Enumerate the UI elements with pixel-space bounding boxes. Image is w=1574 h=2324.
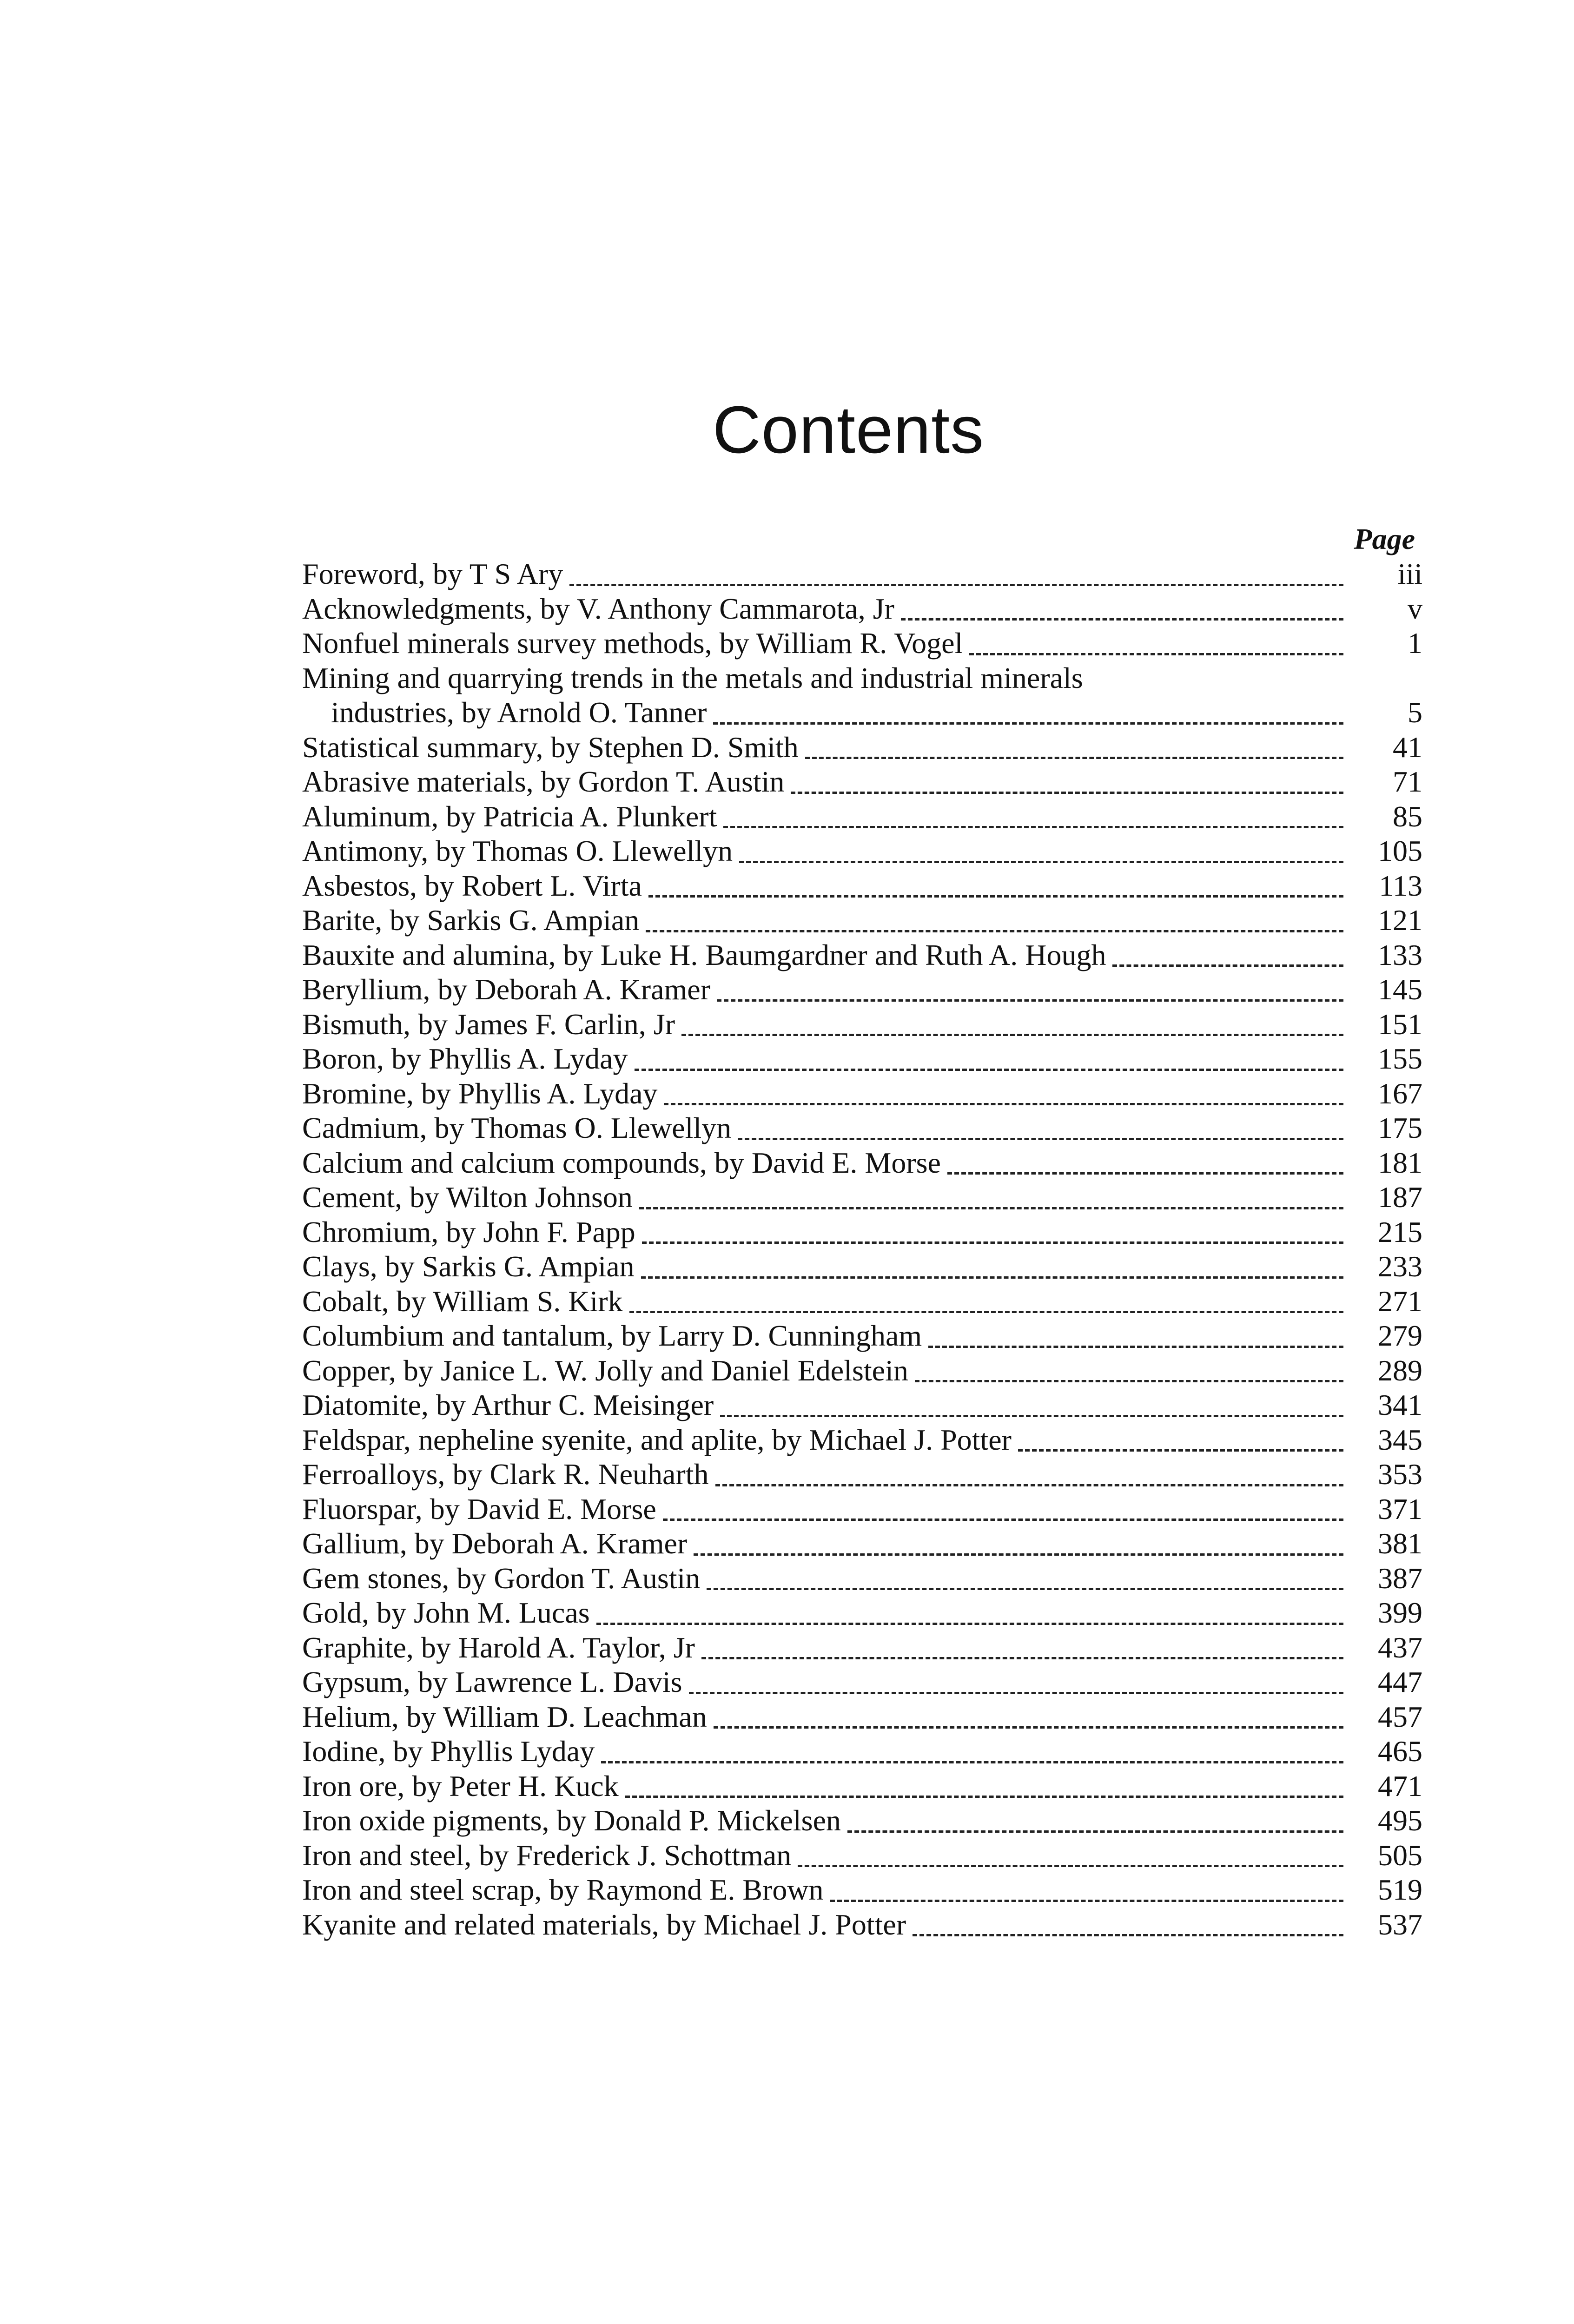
toc-entry-page: 113 — [1379, 869, 1422, 902]
toc-entry-title: Fluorspar, by David E. Morse — [302, 1492, 656, 1525]
toc-entry-title: Gold, by John M. Lucas — [302, 1596, 590, 1629]
toc-entry-page: 381 — [1378, 1527, 1422, 1560]
toc-entry-page: 519 — [1378, 1873, 1422, 1906]
toc-entry-title: Aluminum, by Patricia A. Plunkert — [302, 799, 717, 833]
toc-entry-title: Bromine, by Phyllis A. Lyday — [302, 1076, 658, 1110]
toc-entry — [302, 1561, 1422, 1596]
toc-entry-page: 167 — [1378, 1076, 1422, 1110]
dot-leader — [791, 792, 1343, 794]
toc-entry-title: Boron, by Phyllis A. Lyday — [302, 1042, 628, 1075]
toc-entry-title: Cobalt, by William S. Kirk — [302, 1284, 623, 1318]
toc-entry-page: 155 — [1378, 1042, 1422, 1075]
toc-entry — [302, 1492, 1422, 1527]
toc-entry-page: 187 — [1378, 1181, 1422, 1214]
dot-leader — [641, 1276, 1343, 1279]
toc-entry — [302, 1873, 1422, 1908]
toc-entry-page: 233 — [1378, 1250, 1422, 1283]
dot-leader — [805, 757, 1343, 759]
toc-entry — [302, 1215, 1422, 1250]
dot-leader — [646, 930, 1343, 932]
toc-entry-page: 505 — [1378, 1838, 1422, 1872]
toc-entry — [302, 765, 1422, 799]
toc-entry-title: Antimony, by Thomas O. Llewellyn — [302, 834, 733, 867]
dot-leader — [915, 1380, 1343, 1382]
dot-leader — [714, 1726, 1343, 1729]
dot-leader — [723, 826, 1343, 828]
dot-leader — [738, 1138, 1343, 1140]
table-of-contents — [302, 522, 1422, 1942]
dot-leader — [664, 1103, 1343, 1105]
toc-entry-title: Gem stones, by Gordon T. Austin — [302, 1561, 701, 1595]
toc-entry-title: Statistical summary, by Stephen D. Smith — [302, 730, 799, 764]
toc-entry-page: iii — [1397, 557, 1422, 590]
toc-entry-page: 271 — [1378, 1284, 1422, 1318]
toc-entry — [302, 1596, 1422, 1631]
toc-entry — [302, 972, 1422, 1007]
dot-leader — [681, 1034, 1343, 1036]
toc-entry-title: Kyanite and related materials, by Michael J. Potter — [302, 1908, 906, 1941]
dot-leader — [901, 618, 1343, 621]
toc-entry — [302, 1007, 1422, 1042]
toc-entry-title: Helium, by William D. Leachman — [302, 1700, 707, 1733]
toc-entry — [302, 1700, 1422, 1735]
toc-entry-page: 465 — [1378, 1735, 1422, 1768]
toc-entry-title: Gallium, by Deborah A. Kramer — [302, 1527, 688, 1560]
dot-leader — [969, 653, 1343, 655]
toc-entry — [302, 869, 1422, 904]
dot-leader — [689, 1692, 1343, 1694]
toc-entry-page: 5 — [1408, 696, 1422, 729]
dot-leader — [739, 861, 1343, 863]
dot-leader — [798, 1865, 1343, 1867]
toc-entry — [302, 938, 1422, 973]
toc-entry — [302, 1734, 1422, 1769]
toc-entry — [302, 592, 1422, 627]
toc-entry-title: Gypsum, by Lawrence L. Davis — [302, 1665, 682, 1698]
dot-leader — [713, 722, 1343, 725]
toc-entry-page: 145 — [1378, 973, 1422, 1006]
dot-leader — [830, 1900, 1343, 1902]
toc-entry-page: 537 — [1378, 1908, 1422, 1941]
toc-entry-title: Nonfuel minerals survey methods, by William R. Vogel — [302, 627, 963, 660]
dot-leader — [648, 895, 1343, 898]
dot-leader — [717, 999, 1343, 1002]
dot-leader — [635, 1069, 1344, 1071]
toc-entry — [302, 1042, 1422, 1076]
toc-entry-page: 175 — [1378, 1111, 1422, 1144]
toc-entry — [302, 1423, 1422, 1458]
toc-entry-page: 447 — [1378, 1665, 1422, 1698]
toc-entry — [302, 1769, 1422, 1804]
toc-entry-page: 181 — [1378, 1146, 1422, 1179]
toc-entry-page: 105 — [1378, 834, 1422, 867]
toc-entry-page: 289 — [1378, 1353, 1422, 1387]
toc-entry-title: Abrasive materials, by Gordon T. Austin — [302, 765, 785, 798]
page-title: Contents — [712, 392, 985, 467]
dot-leader — [625, 1796, 1343, 1798]
dot-leader — [913, 1934, 1343, 1936]
dot-leader — [639, 1207, 1343, 1209]
toc-entry — [302, 903, 1422, 938]
dot-leader — [569, 584, 1343, 586]
toc-entry-title: Iron and steel scrap, by Raymond E. Brown — [302, 1873, 824, 1906]
toc-entry-title: Acknowledgments, by V. Anthony Cammarota, Jr — [302, 592, 894, 625]
toc-entry-page: 353 — [1378, 1458, 1422, 1491]
dot-leader — [947, 1172, 1343, 1175]
toc-entry — [302, 661, 1422, 730]
toc-entry — [302, 1388, 1422, 1423]
toc-entry — [302, 1180, 1422, 1215]
toc-entry-title: Cement, by Wilton Johnson — [302, 1181, 633, 1214]
dot-leader — [1018, 1449, 1343, 1452]
dot-leader — [629, 1311, 1343, 1313]
toc-entry-title: Diatomite, by Arthur C. Meisinger — [302, 1388, 714, 1421]
toc-entry — [302, 834, 1422, 869]
toc-entry-page: 41 — [1393, 730, 1422, 764]
toc-entry-page: 85 — [1393, 799, 1422, 833]
toc-entry-title: Iodine, by Phyllis Lyday — [302, 1735, 595, 1768]
toc-entry — [302, 730, 1422, 765]
toc-entry-title: Calcium and calcium compounds, by David E. Morse — [302, 1146, 941, 1179]
toc-entry-title: Columbium and tantalum, by Larry D. Cunningham — [302, 1319, 922, 1352]
dot-leader — [663, 1519, 1343, 1521]
toc-entry-page: 345 — [1378, 1423, 1422, 1456]
toc-entry-page: 215 — [1378, 1215, 1422, 1248]
toc-entry-page: 437 — [1378, 1631, 1422, 1664]
toc-entry — [302, 1908, 1422, 1942]
dot-leader — [596, 1623, 1343, 1625]
toc-entry-title: Iron ore, by Peter H. Kuck — [302, 1769, 619, 1802]
toc-entry — [302, 1146, 1422, 1181]
toc-entry — [302, 1076, 1422, 1111]
toc-entry — [302, 1665, 1422, 1700]
dot-leader — [1112, 964, 1343, 967]
toc-entry-title: Bauxite and alumina, by Luke H. Baumgardner and Ruth A. Hough — [302, 938, 1106, 971]
toc-entry-title: Foreword, by T S Ary — [302, 557, 563, 590]
toc-entry-title: Iron and steel, by Frederick J. Schottman — [302, 1838, 792, 1872]
toc-list — [302, 557, 1422, 1942]
dot-leader — [601, 1761, 1343, 1763]
toc-entry-title: Feldspar, nepheline syenite, and aplite, by Michael J. Potter — [302, 1423, 1012, 1456]
page-column-header: Page — [1354, 522, 1415, 555]
toc-entry-page: 133 — [1378, 938, 1422, 971]
toc-entry-page: v — [1408, 592, 1422, 625]
toc-entry-page: 387 — [1378, 1561, 1422, 1595]
toc-entry-title: Copper, by Janice L. W. Jolly and Daniel Edelstein — [302, 1353, 908, 1387]
toc-entry-title: Bismuth, by James F. Carlin, Jr — [302, 1007, 675, 1041]
toc-entry-page: 471 — [1378, 1769, 1422, 1802]
toc-entry — [302, 1457, 1422, 1492]
toc-entry — [302, 1249, 1422, 1284]
toc-entry-title: Asbestos, by Robert L. Virta — [302, 869, 642, 902]
toc-entry-page: 371 — [1378, 1492, 1422, 1525]
dot-leader — [847, 1830, 1343, 1833]
toc-entry-continuation — [302, 695, 1422, 730]
toc-entry-page: 1 — [1408, 627, 1422, 660]
toc-entry — [302, 626, 1422, 661]
toc-entry-page: 279 — [1378, 1319, 1422, 1352]
toc-entry — [302, 799, 1422, 834]
toc-entry — [302, 557, 1422, 592]
toc-entry-title: Graphite, by Harold A. Taylor, Jr — [302, 1631, 695, 1664]
toc-entry-title: Beryllium, by Deborah A. Kramer — [302, 973, 710, 1006]
toc-entry-title: Iron oxide pigments, by Donald P. Mickelsen — [302, 1804, 841, 1837]
toc-entry — [302, 1838, 1422, 1873]
dot-leader — [707, 1588, 1343, 1590]
toc-entry-page: 457 — [1378, 1700, 1422, 1733]
dot-leader — [701, 1657, 1343, 1659]
toc-entry-page: 495 — [1378, 1804, 1422, 1837]
toc-entry — [302, 1353, 1422, 1388]
toc-entry-title: Ferroalloys, by Clark R. Neuharth — [302, 1458, 709, 1491]
toc-entry — [302, 1526, 1422, 1561]
toc-entry-page: 151 — [1378, 1007, 1422, 1041]
toc-entry-title: Chromium, by John F. Papp — [302, 1215, 635, 1248]
toc-entry — [302, 1803, 1422, 1838]
toc-entry-page: 341 — [1378, 1388, 1422, 1421]
toc-entry — [302, 1111, 1422, 1146]
toc-entry-title-continued: industries, by Arnold O. Tanner — [331, 696, 707, 729]
toc-entry-title: Barite, by Sarkis G. Ampian — [302, 904, 640, 937]
toc-entry-page: 71 — [1393, 765, 1422, 798]
toc-entry — [302, 1319, 1422, 1353]
toc-entry-page: 399 — [1378, 1596, 1422, 1629]
dot-leader — [928, 1346, 1343, 1348]
toc-entry-title: Cadmium, by Thomas O. Llewellyn — [302, 1111, 732, 1144]
toc-entry-title: Mining and quarrying trends in the metals and industrial minerals — [302, 661, 1083, 694]
toc-entry-page: 121 — [1378, 904, 1422, 937]
dot-leader — [642, 1241, 1343, 1244]
dot-leader — [715, 1484, 1344, 1486]
dot-leader — [720, 1415, 1343, 1417]
toc-entry — [302, 1631, 1422, 1665]
toc-entry-title: Clays, by Sarkis G. Ampian — [302, 1250, 635, 1283]
dot-leader — [694, 1553, 1343, 1556]
toc-entry — [302, 1284, 1422, 1319]
